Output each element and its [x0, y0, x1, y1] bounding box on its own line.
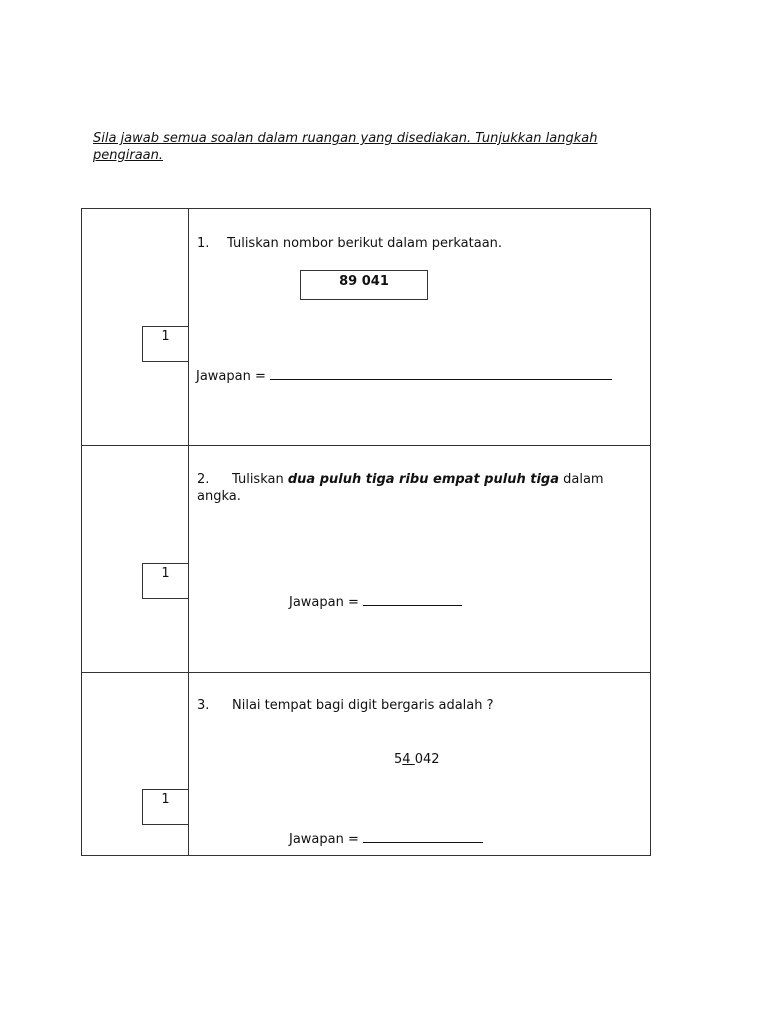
question-row-1	[82, 209, 650, 446]
question-prompt-end: dalam angka.	[197, 472, 604, 504]
question-prompt: Tuliskan nombor berikut dalam perkataan.	[227, 236, 503, 251]
question-cell	[189, 446, 650, 672]
mark-box: 1	[142, 563, 189, 599]
question-number: 2.	[197, 472, 210, 487]
question-cell	[189, 673, 650, 855]
question-row-3	[82, 673, 650, 855]
answer-line[interactable]	[196, 367, 612, 385]
underlined-digit: 4	[402, 752, 415, 767]
question-prompt-start: Tuliskan	[232, 472, 284, 487]
answer-line[interactable]	[289, 593, 462, 611]
underlined-number	[394, 751, 440, 768]
question-number: 1.	[197, 236, 210, 251]
question-text	[197, 471, 642, 505]
mark-box: 1	[142, 789, 189, 825]
answer-line[interactable]	[289, 830, 483, 848]
mark-box: 1	[142, 326, 189, 362]
question-row-2	[82, 446, 650, 673]
answer-label: Jawapan =	[289, 595, 359, 610]
answer-blank[interactable]	[270, 367, 612, 380]
question-emphasis: dua puluh tiga ribu empat puluh tiga	[287, 472, 559, 487]
instruction-text: Sila jawab semua soalan dalam ruangan yang disediakan. Tunjukkan langkah pengiraan.	[93, 131, 598, 163]
question-table	[81, 208, 651, 856]
answer-blank[interactable]	[363, 593, 462, 606]
mark-column	[82, 673, 189, 855]
digits-after: 042	[414, 752, 440, 767]
question-prompt: Nilai tempat bagi digit bergaris adalah ?	[232, 698, 494, 713]
digits-before: 5	[394, 752, 403, 767]
question-text	[197, 235, 502, 252]
answer-blank[interactable]	[363, 830, 483, 843]
answer-label: Jawapan =	[196, 369, 266, 384]
question-cell	[189, 209, 650, 445]
mark-column	[82, 446, 189, 672]
question-number: 3.	[197, 698, 210, 713]
mark-column	[82, 209, 189, 445]
question-text	[197, 697, 494, 714]
answer-label: Jawapan =	[289, 832, 359, 847]
number-box: 89 041	[300, 270, 428, 300]
